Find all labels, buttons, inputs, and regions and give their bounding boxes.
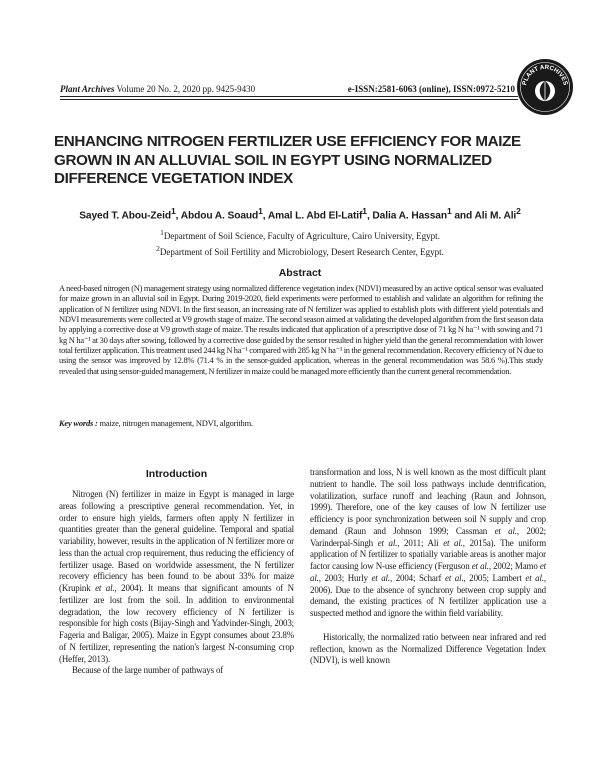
keywords-text: maize, nitrogen management, NDVI, algorithm. (97, 418, 253, 428)
affiliation-2: $^2$Department of Soil Fertility and Microbiology, Desert Research Center, Egypt. (156, 243, 444, 257)
introduction-heading: Introduction (145, 468, 208, 480)
journal-name: Plant Archives (60, 84, 115, 94)
header-rule (60, 96, 518, 97)
column-left (59, 489, 294, 677)
logo-text: PLANT ARCHIVES (521, 63, 569, 86)
author-2-affil: 1 (258, 206, 263, 216)
paragraph: Nitrogen (N) fertilizer in maize in Egypt is managed in large areas following a prescriptive general recommendation. Yet, in order to ensure high yields, farmers often apply N fertilizer in quantities greater than the general guideline. Temporal and spatial variability, however, results in the application of N fertilizer more or less than the actual crop requirement, thus reducing the efficiency of fertilizer usage. Based on worldwide assessment, the N fertilizer recovery efficiency has been found to be about 33% for maize (Krupink et al., 2004). It means that significant amounts of N fertilizer are lost from the soil. In addition to environmental degradation, the low recovery efficiency of N fertilizer is responsible for high costs (Bijay-Singh and Yadvinder-Singh, 2003; Fageria and Baligar, 2005). Maize in Egypt consumes about 23.8% of N fertilizer, representing the nation's largest N-consuming crop (Heffer, 2013). (59, 489, 294, 664)
affiliations (0, 227, 600, 258)
author-5: Ali M. Ali (474, 210, 517, 222)
author-4: Dalia A. Hassan (372, 210, 447, 222)
paragraph: Historically, the normalized ratio between near infrared and red reflection, known as the Normalized Difference Vegetation Index (NDVI), is well known (310, 631, 546, 666)
abstract-heading: Abstract (278, 267, 322, 279)
paper-title: ENHANCING NITROGEN FERTILIZER USE EFFICIENCY FOR MAIZE GROWN IN AN ALLUVIAL SOIL IN EGYPT USING NORMALIZED DIFFERENCE VEGETATION INDEX (54, 133, 521, 187)
affiliation-1: $^1$Department of Soil Science, Faculty of Agriculture, Cairo University, Egypt. (160, 228, 440, 241)
volume-info: Volume 20 No. 2, 2020 pp. 9425-9430 (116, 84, 256, 94)
leaf-seal-icon (515, 57, 575, 117)
author-3: Amal L. Abd El-Latif (267, 210, 363, 222)
keywords-label: Key words : (59, 418, 98, 428)
journal-citation (60, 84, 255, 94)
paragraph: transformation and loss, N is well known as the most difficult plant nutrient to handle. The soil loss pathways include dentrification, volatilization, surface runoff and leaching (Raun and Johnson, 1999). Therefore, one of the key causes of low N fertilizer use efficiency is poor synchronization between soil N supply and crop demand (Raun and Johnson 1999; Cassman et al., 2002; Varinderpal-Singh et al., 2011; Ali et al., 2015a). The uniform application of N fertilizer to spatially variable areas is another major factor causing low N-use efficiency (Ferguson et al., 2002; Mamo et al., 2003; Hurly et al., 2004; Scharf et al., 2005; Lambert et al., 2006). Due to the absence of synchrony between crop supply and demand, the existing practices of N fertilizer application use a suspected method and ignore the within field variability. (310, 467, 546, 618)
column-right (310, 467, 546, 667)
running-header (60, 80, 515, 94)
author-5-affil: 2 (516, 206, 521, 216)
author-3-affil: 1 (362, 206, 367, 216)
header-rule-thin (60, 99, 518, 100)
author-4-affil: 1 (446, 206, 452, 216)
author-1-affil: 1 (170, 206, 176, 216)
paragraph: Because of the large number of pathways of (72, 665, 224, 676)
keywords (59, 418, 543, 428)
abstract-text: A need-based nitrogen (N) management strategy using normalized difference vegetation index (NDVI) measured by an active optical sensor was evaluated for maize grown in an alluvial soil in Egypt. During 2019-2020, field experiments were performed to establish and validate an algorithm for refining the application of N fertilizer using NDVI. In the first season, an increasing rate of N fertilizer was applied to establish plots with different yield potentials and NDVI measurements were collected at V9 growth stage of maize. The second season aimed at validating the developed algorithm from the first season data by applying a corrective dose at V9 growth stage of maize. The results indicated that application of a prescriptive dose of 71 kg N ha⁻¹ with sowing and 71 kg N ha⁻¹ at 30 days after sowing, followed by a corrective dose guided by the sensor resulted in higher yield than the general recommendation with lower total fertilizer application. This treatment used 244 kg N ha⁻¹ compared with 285 kg N ha⁻¹ in the general recommendation. Recovery efficiency of N due to using the sensor was improved by 12.8% (71.4 % in the sensor-guided application, whereas in the general recommendation was 58.6 %).This study revealed that using sensor-guided management, N fertilizer in maize could be managed more efficiently than the current general recommendation. (59, 283, 543, 376)
issn-info: e-ISSN:2581-6063 (online), ISSN:0972-5210 (347, 84, 515, 94)
author-list: Sayed T. Abou-Zeid$^1$, Abdou A. Soaud$^1$, Amal L. Abd El-Latif$^1$, Dalia A. Hassan$^1$ and Ali M. Ali$^2$ (79, 206, 521, 222)
author-2: Abdou A. Soaud (180, 210, 259, 222)
author-1: Sayed T. Abou-Zeid (79, 210, 171, 222)
